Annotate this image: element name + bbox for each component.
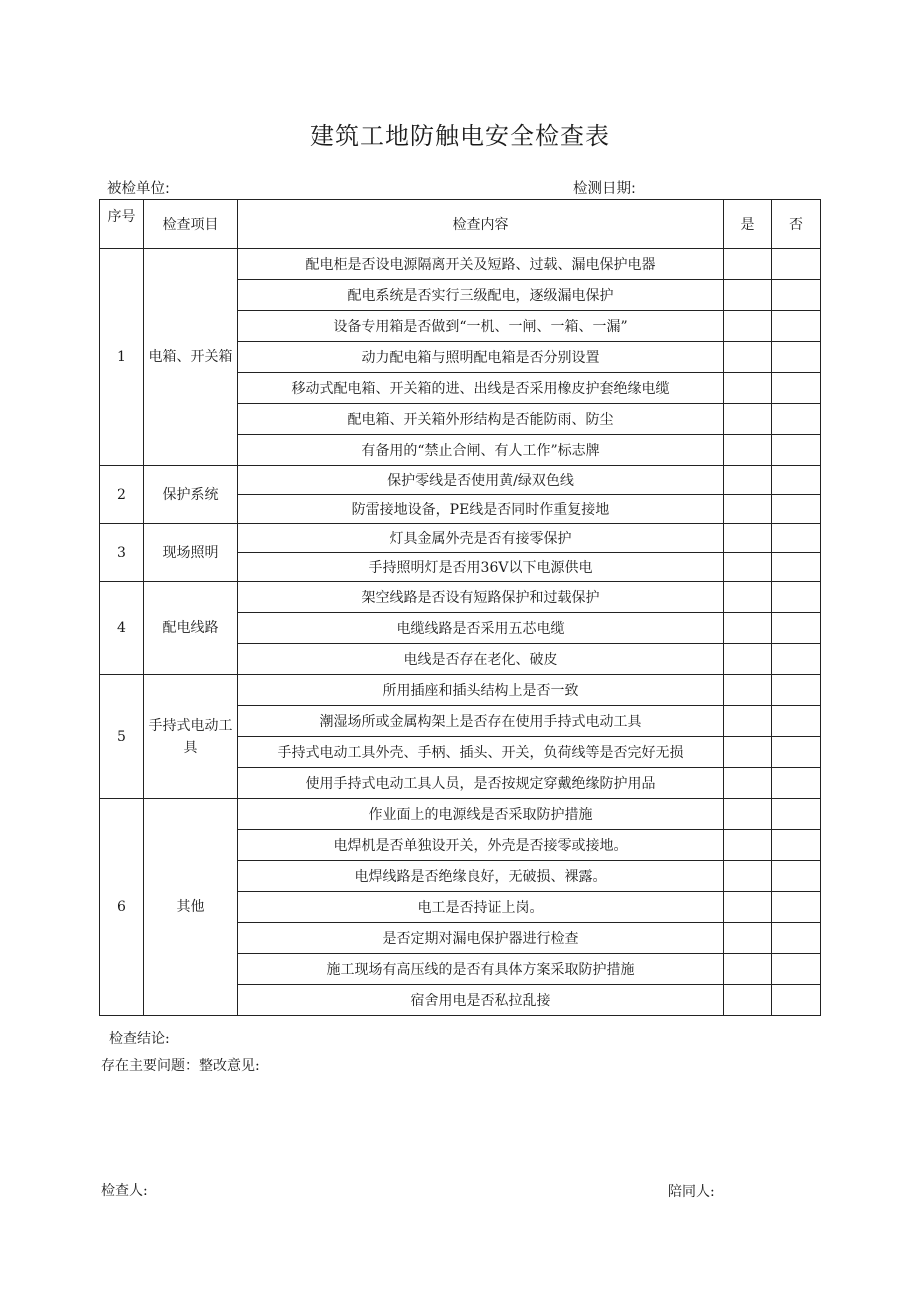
yes-cell[interactable] [724, 524, 772, 553]
companion-label: 陪同人: [668, 1184, 715, 1200]
check-item: 灯具金属外壳是否有接零保护 [238, 524, 724, 553]
check-item: 电焊线路是否绝缘良好，无破损、裸露。 [238, 861, 724, 892]
yes-cell[interactable] [724, 644, 772, 675]
no-cell[interactable] [772, 613, 821, 644]
group-number: 6 [100, 799, 144, 1016]
check-item: 潮湿场所或金属构架上是否存在使用手持式电动工具 [238, 706, 724, 737]
table-row [100, 582, 821, 613]
check-item: 动力配电箱与照明配电箱是否分别设置 [238, 342, 724, 373]
yes-cell[interactable] [724, 582, 772, 613]
table-row [100, 466, 821, 495]
inspected-unit-label: 被检单位: [107, 181, 170, 197]
group-number: 2 [100, 466, 144, 524]
check-item: 是否定期对漏电保护器进行检查 [238, 923, 724, 954]
group-category: 配电线路 [144, 582, 238, 675]
no-cell[interactable] [772, 675, 821, 706]
yes-cell[interactable] [724, 892, 772, 923]
column-header-no: 序号 [100, 200, 144, 249]
table-row [100, 799, 821, 830]
yes-cell[interactable] [724, 613, 772, 644]
group-number: 1 [100, 249, 144, 466]
no-cell[interactable] [772, 768, 821, 799]
no-cell[interactable] [772, 861, 821, 892]
check-item: 保护零线是否使用黄/绿双色线 [238, 466, 724, 495]
no-cell[interactable] [772, 249, 821, 280]
check-item: 所用插座和插头结构上是否一致 [238, 675, 724, 706]
yes-cell[interactable] [724, 675, 772, 706]
no-cell[interactable] [772, 644, 821, 675]
check-item: 电焊机是否单独设开关，外壳是否接零或接地。 [238, 830, 724, 861]
group-number: 5 [100, 675, 144, 799]
check-item: 有备用的“禁止合闸、有人工作”标志牌 [238, 435, 724, 466]
yes-cell[interactable] [724, 799, 772, 830]
group-category: 保护系统 [144, 466, 238, 524]
page-title: 建筑工地防触电安全检查表 [310, 122, 610, 150]
table-header-row [100, 200, 821, 249]
no-cell[interactable] [772, 495, 821, 524]
yes-cell[interactable] [724, 466, 772, 495]
group-category: 其他 [144, 799, 238, 1016]
check-item: 手持式电动工具外壳、手柄、插头、开关，负荷线等是否完好无损 [238, 737, 724, 768]
yes-cell[interactable] [724, 923, 772, 954]
check-item: 设备专用箱是否做到“一机、一闸、一箱、一漏” [238, 311, 724, 342]
conclusion-label: 检查结论: [109, 1031, 170, 1047]
table-row [100, 524, 821, 553]
yes-cell[interactable] [724, 249, 772, 280]
check-item: 防雷接地设备，PE线是否同时作重复接地 [238, 495, 724, 524]
yes-cell[interactable] [724, 373, 772, 404]
no-cell[interactable] [772, 799, 821, 830]
yes-cell[interactable] [724, 985, 772, 1016]
no-cell[interactable] [772, 830, 821, 861]
no-cell[interactable] [772, 923, 821, 954]
table-row [100, 675, 821, 706]
no-cell[interactable] [772, 280, 821, 311]
yes-cell[interactable] [724, 435, 772, 466]
yes-cell[interactable] [724, 830, 772, 861]
check-item: 电线是否存在老化、破皮 [238, 644, 724, 675]
yes-cell[interactable] [724, 954, 772, 985]
no-cell[interactable] [772, 706, 821, 737]
check-item: 使用手持式电动工具人员，是否按规定穿戴绝缘防护用品 [238, 768, 724, 799]
column-header-content: 检查内容 [238, 200, 724, 249]
group-category: 电箱、开关箱 [144, 249, 238, 466]
check-item: 配电系统是否实行三级配电，逐级漏电保护 [238, 280, 724, 311]
check-item: 架空线路是否设有短路保护和过载保护 [238, 582, 724, 613]
check-item: 施工现场有高压线的是否有具体方案采取防护措施 [238, 954, 724, 985]
no-cell[interactable] [772, 373, 821, 404]
yes-cell[interactable] [724, 311, 772, 342]
inspector-label: 检查人: [101, 1183, 148, 1199]
column-header-category: 检查项目 [144, 200, 238, 249]
inspection-date-label: 检测日期: [573, 181, 636, 197]
group-number: 3 [100, 524, 144, 582]
no-cell[interactable] [772, 311, 821, 342]
group-number: 4 [100, 582, 144, 675]
check-item: 配电箱、开关箱外形结构是否能防雨、防尘 [238, 404, 724, 435]
group-category: 手持式电动工具 [144, 675, 238, 799]
check-item: 宿舍用电是否私拉乱接 [238, 985, 724, 1016]
check-item: 电缆线路是否采用五芯电缆 [238, 613, 724, 644]
no-cell[interactable] [772, 466, 821, 495]
issues-label: 存在主要问题：整改意见: [101, 1058, 260, 1074]
table-row [100, 249, 821, 280]
check-item: 配电柜是否设电源隔离开关及短路、过载、漏电保护电器 [238, 249, 724, 280]
check-item: 移动式配电箱、开关箱的进、出线是否采用橡皮护套绝缘电缆 [238, 373, 724, 404]
no-cell[interactable] [772, 985, 821, 1016]
yes-cell[interactable] [724, 861, 772, 892]
no-cell[interactable] [772, 524, 821, 553]
no-cell[interactable] [772, 553, 821, 582]
yes-cell[interactable] [724, 404, 772, 435]
column-header-yes: 是 [724, 200, 772, 249]
check-item: 手持照明灯是否用36V以下电源供电 [238, 553, 724, 582]
no-cell[interactable] [772, 404, 821, 435]
no-cell[interactable] [772, 737, 821, 768]
column-header-no-answer: 否 [772, 200, 821, 249]
no-cell[interactable] [772, 435, 821, 466]
no-cell[interactable] [772, 954, 821, 985]
check-item: 电工是否持证上岗。 [238, 892, 724, 923]
check-item: 作业面上的电源线是否采取防护措施 [238, 799, 724, 830]
yes-cell[interactable] [724, 280, 772, 311]
inspection-table [99, 199, 821, 1016]
no-cell[interactable] [772, 892, 821, 923]
yes-cell[interactable] [724, 706, 772, 737]
yes-cell[interactable] [724, 495, 772, 524]
no-cell[interactable] [772, 582, 821, 613]
yes-cell[interactable] [724, 768, 772, 799]
group-category: 现场照明 [144, 524, 238, 582]
yes-cell[interactable] [724, 342, 772, 373]
yes-cell[interactable] [724, 553, 772, 582]
yes-cell[interactable] [724, 737, 772, 768]
no-cell[interactable] [772, 342, 821, 373]
